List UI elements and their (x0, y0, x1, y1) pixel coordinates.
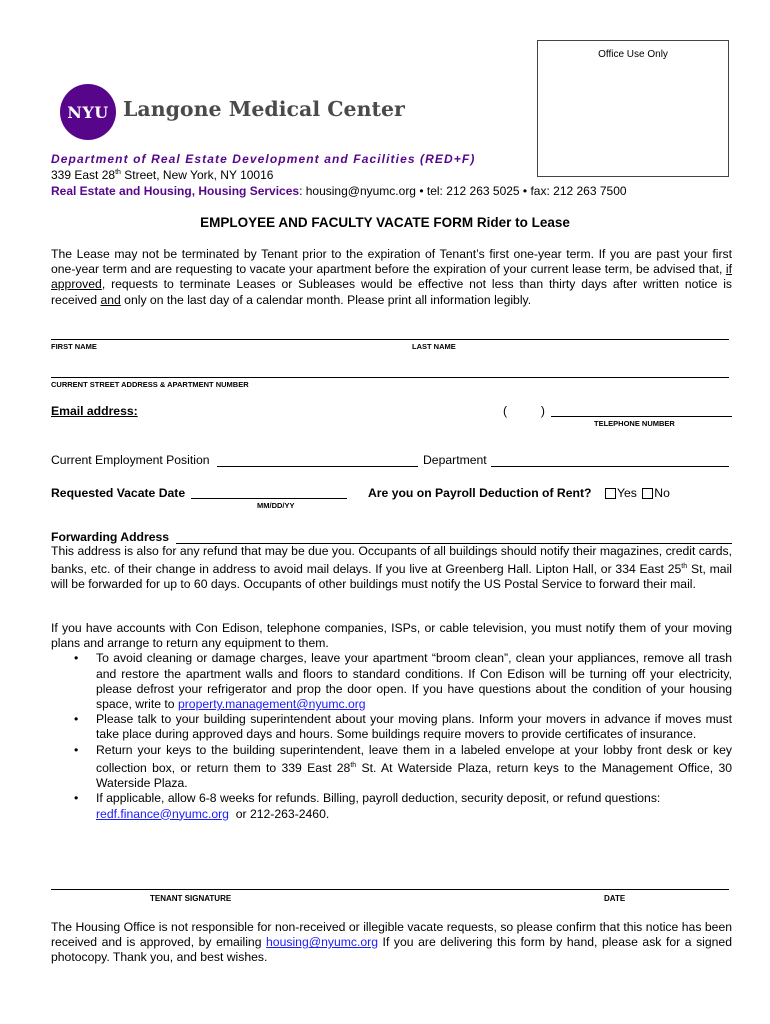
housing-contact-details: : housing@nyumc.org • tel: 212 263 5025 • fax: 212 263 7500 (299, 184, 627, 198)
housing-services-label: Real Estate and Housing, Housing Services (51, 184, 300, 198)
date-format-label: MM/DD/YY (257, 501, 295, 510)
employment-position-input[interactable] (217, 466, 418, 467)
intro-and: and (100, 292, 121, 307)
intro-text: only on the last day of a calendar month. Please print all information legibly. (120, 292, 532, 307)
list-item: • Please talk to your building superintendent about your moving plans. Inform your movers in advance if moves must take place during approved days and hours. Some buildings require movers to provide certificates of insurance. (74, 712, 732, 742)
office-address (51, 168, 273, 182)
list-item: • To avoid cleaning or damage charges, leave your apartment “broom clean”, clean your appliances, remove all trash and restore the apartment walls and floors to standard conditions. If Con Edison will be turning off your electricity, please defrost your refrigerator and prop the door open. If you have questions about the condition of your housing space, write to property.management@nyumc.org (74, 651, 732, 712)
vacate-date-input[interactable] (191, 498, 347, 499)
nyu-logo (60, 84, 116, 140)
payroll-options (605, 486, 670, 500)
vacate-date-label: Requested Vacate Date (51, 486, 186, 500)
closing-paragraph (51, 920, 732, 966)
telephone-label: TELEPHONE NUMBER (594, 419, 675, 428)
closing-text: The Housing Office is not responsible for non-received or illegible vacate requests, so please confirm that this notice has been received and is approved, by emailing (51, 920, 732, 950)
tenant-signature-label: TENANT SIGNATURE (150, 894, 232, 903)
utilities-section (51, 621, 732, 822)
intro-text: , requests to terminate Leases or Subleases would be effective not less than thirty days after written notice is received (51, 277, 732, 307)
form-title: EMPLOYEE AND FACULTY VACATE FORM Rider to Lease (200, 215, 570, 230)
email-input-line[interactable] (143, 417, 483, 418)
phone-input-line[interactable] (551, 416, 732, 417)
payroll-question: Are you on Payroll Deduction of Rent? (368, 486, 592, 500)
first-name-label: FIRST NAME (51, 342, 97, 351)
signature-line[interactable] (51, 889, 729, 890)
payroll-yes-label: Yes (617, 486, 637, 500)
email-label: Email address: (51, 404, 138, 418)
payroll-no-label: No (654, 486, 670, 500)
intro-if-approved: if approved (51, 262, 732, 292)
office-use-box (537, 40, 729, 177)
housing-email-link[interactable]: housing@nyumc.org (266, 935, 378, 950)
payroll-yes-checkbox[interactable] (605, 488, 616, 499)
intro-paragraph (51, 247, 732, 308)
bullet-text: To avoid cleaning or damage charges, leave your apartment “broom clean”, clean your appliances, remove all trash and restore the apartment walls and floors to standard conditions. If Con Edison will be turning off your electricity, please defrost your refrigerator and prop the door open. If you have questions about the condition of your housing space, write to (96, 651, 732, 712)
instructions-list (51, 651, 732, 821)
forwarding-paragraph (51, 544, 732, 593)
forwarding-text: This address is also for any refund that may be due you. Occupants of all buildings should notify their magazines, credit cards, banks, etc. of their change in address to avoid mail delays. If you live at Greenberg Hall. Lipton Hall, or 334 East 25 (51, 544, 732, 577)
closing-text: If you are delivering this form by hand, please ask for a signed photocopy. Thank you, and best wishes. (51, 935, 732, 965)
nyu-logo-text: NYU (67, 102, 109, 122)
department-input[interactable] (491, 466, 729, 467)
list-item: • Return your keys to the building superintendent, leave them in a labeled envelope at your lobby front desk or key collection box, or return them to 339 East 28th St. At Waterside Plaza, return keys to the Management Office, 30 Waterside Plaza. (74, 742, 732, 791)
utilities-paragraph: If you have accounts with Con Edison, telephone companies, ISPs, or cable television, you must notify them of your moving plans and arrange to return any equipment to them. (51, 621, 732, 651)
bullet-text: If applicable, allow 6-8 weeks for refunds. Billing, payroll deduction, security deposit, or refund questions: (96, 791, 661, 806)
bullet-text: Please talk to your building superintendent about your moving plans. Inform your movers in advance if moves must take place during approved days and hours. Some buildings require movers to provide certificates of insurance. (96, 712, 732, 742)
forwarding-address-label: Forwarding Address (51, 530, 170, 544)
housing-contact-line (51, 184, 627, 198)
phone-area-code[interactable]: ( ) (503, 404, 545, 418)
address-sup: th (115, 169, 121, 176)
finance-email-link[interactable]: redf.finance@nyumc.org (96, 806, 229, 821)
intro-text: The Lease may not be terminated by Tenant prior to the expiration of Tenant’s first one-year term. If you are past your first one-year term and are requesting to vacate your apartment before the expiration of your current lease term, be advised that, (51, 247, 732, 277)
bullet-sup: th (350, 761, 357, 769)
street-address-label: CURRENT STREET ADDRESS & APARTMENT NUMBER (51, 380, 249, 389)
signature-date-label: DATE (604, 894, 626, 903)
department-name: Department of Real Estate Development and Facilities (RED+F) (51, 152, 476, 166)
street-address-line[interactable] (51, 377, 729, 378)
forwarding-text: St, mail will be forwarded for up to 60 days. Occupants of other buildings must notify the US Postal Service to forward their mail. (51, 562, 732, 592)
address-part: 339 East 28 (51, 168, 116, 182)
payroll-no-checkbox[interactable] (642, 488, 653, 499)
department-label: Department (423, 453, 487, 467)
bullet-text: or 212-263-2460. (228, 806, 330, 821)
bullet-text: Return your keys to the building superintendent, leave them in a labeled envelope at your lobby front desk or key collection box, or return them to 339 East 28 (96, 742, 732, 775)
institution-name: Langone Medical Center (123, 97, 405, 121)
property-management-email-link[interactable]: property.management@nyumc.org (177, 697, 366, 712)
bullet-text: St. At Waterside Plaza, return keys to the Management Office, 30 Waterside Plaza. (96, 760, 732, 791)
last-name-label: LAST NAME (412, 342, 456, 351)
address-part: Street, New York, NY 10016 (120, 168, 274, 182)
list-item: • If applicable, allow 6-8 weeks for refunds. Billing, payroll deduction, security deposit, or refund questions: redf.finance@nyumc.org or 212-263-2460. (74, 791, 661, 821)
forwarding-sup: th (681, 563, 688, 571)
name-line[interactable] (51, 339, 729, 340)
employment-position-label: Current Employment Position (51, 453, 210, 467)
office-use-label: Office Use Only (598, 49, 668, 60)
